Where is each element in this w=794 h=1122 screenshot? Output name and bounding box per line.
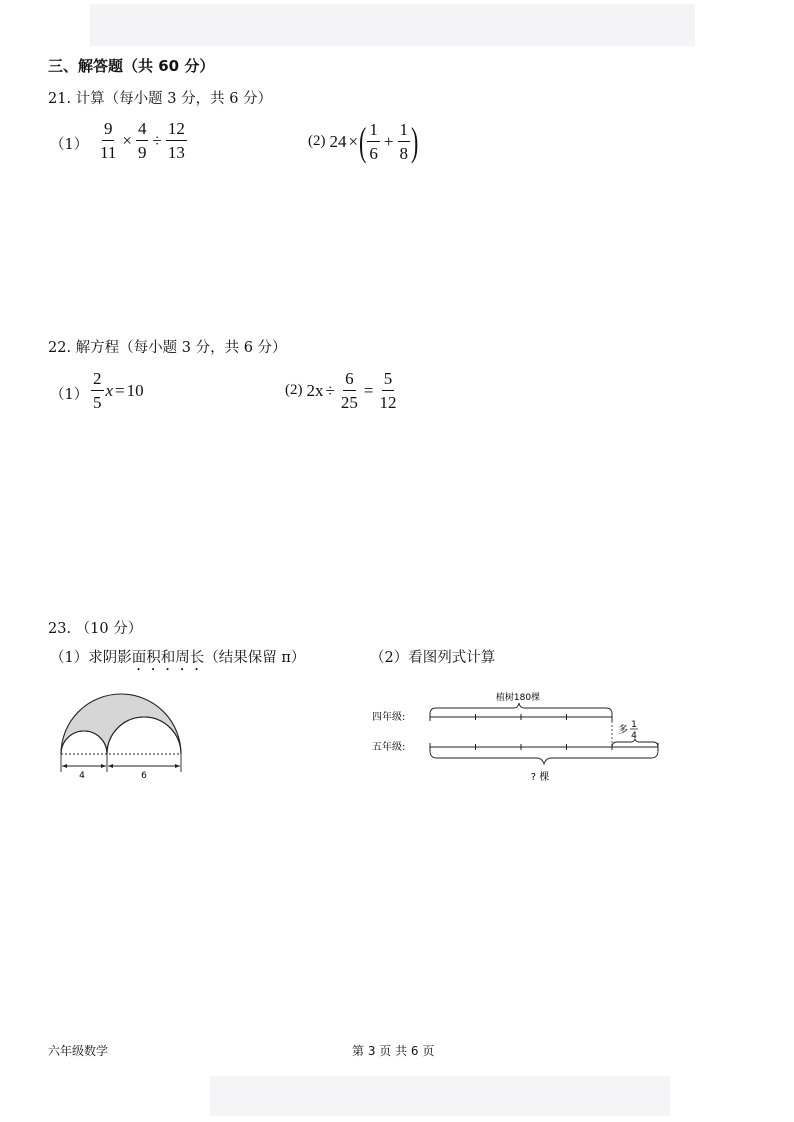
q21-p1-expression: [96, 120, 189, 161]
dim-label-left: 4: [79, 771, 85, 781]
row2-label: 五年级:: [372, 742, 406, 753]
operator: ×: [122, 130, 132, 150]
q22-p2-label: (2): [285, 382, 303, 398]
q23-p2-text: （2）看图列式计算: [370, 650, 496, 666]
equals-sign: =: [115, 380, 125, 400]
numerator: 9: [102, 120, 115, 141]
denominator: 25: [340, 393, 358, 412]
q22-p2-equation: [285, 370, 400, 411]
footer-subject: 六年级数学: [48, 1044, 109, 1058]
q21-p2-label: (2): [308, 133, 326, 149]
q21-p2-expression: [308, 118, 419, 164]
number: 10: [126, 380, 144, 400]
numerator: 1: [367, 121, 380, 142]
variable: x: [105, 380, 114, 400]
numerator: 5: [382, 370, 395, 391]
operator: +: [383, 131, 394, 151]
q22-p1-equation: [89, 370, 144, 411]
number: 24: [329, 131, 347, 151]
fraction: [98, 120, 118, 161]
denominator: 9: [137, 143, 147, 162]
semicircle-figure: [52, 684, 192, 784]
shaded-region: [61, 694, 181, 754]
equals-sign: =: [363, 380, 374, 400]
bottom-brace-label: ? 棵: [530, 772, 550, 783]
fraction: [136, 120, 149, 161]
fraction: [91, 370, 104, 411]
section-title: 三、解答题（共 60 分）: [48, 57, 215, 75]
q23-p1-suffix: （结果保留 π）: [204, 650, 306, 666]
operator: ÷: [325, 380, 335, 400]
row1-label: 四年级:: [372, 712, 406, 723]
q23-p1-prefix: （1）求阴影: [50, 650, 132, 666]
dim-label-right: 6: [141, 771, 147, 781]
term: 2x: [306, 380, 324, 400]
denominator: 11: [100, 143, 117, 162]
footer-page-number: 第 3 页 共 6 页: [352, 1044, 435, 1058]
numerator: 6: [343, 370, 356, 391]
numerator: 2: [91, 370, 104, 391]
denominator: 8: [399, 144, 409, 163]
numerator: 1: [398, 121, 411, 142]
right-paren: ): [411, 118, 419, 164]
fraction: [377, 370, 398, 411]
denominator: 6: [369, 144, 378, 163]
q23-title: 23. （10 分）: [48, 621, 143, 637]
denominator: 5: [93, 393, 102, 412]
denominator: 13: [167, 143, 185, 162]
more-prefix: 多: [618, 725, 628, 736]
top-brace-label: 植树180棵: [495, 693, 541, 703]
scan-artifact-bottom: [210, 1076, 670, 1116]
fraction: [166, 120, 187, 161]
denominator: 12: [379, 393, 397, 412]
numerator: 4: [136, 120, 149, 141]
operator: ×: [348, 131, 359, 151]
more-denominator: 4: [631, 731, 637, 741]
q21-title: 21. 计算（每小题 3 分，共 6 分）: [48, 91, 273, 107]
q23-p1-emphasis: 面积和周长: [131, 650, 205, 666]
more-numerator: 1: [631, 720, 637, 730]
fraction: [367, 121, 380, 162]
operator: ÷: [152, 130, 162, 150]
segment-diagram: [366, 686, 666, 790]
fraction: [339, 370, 360, 411]
top-brace: [430, 703, 612, 714]
bottom-brace: [430, 751, 658, 764]
q22-p1-label: （1）: [50, 387, 89, 403]
fraction: [398, 121, 411, 162]
numerator: 12: [166, 120, 187, 141]
left-paren: (: [359, 118, 367, 164]
q23-p1-text: [50, 646, 305, 674]
scan-artifact-top: [90, 4, 695, 46]
q21-p1-label: （1）: [50, 137, 89, 153]
q22-title: 22. 解方程（每小题 3 分，共 6 分）: [48, 340, 287, 356]
